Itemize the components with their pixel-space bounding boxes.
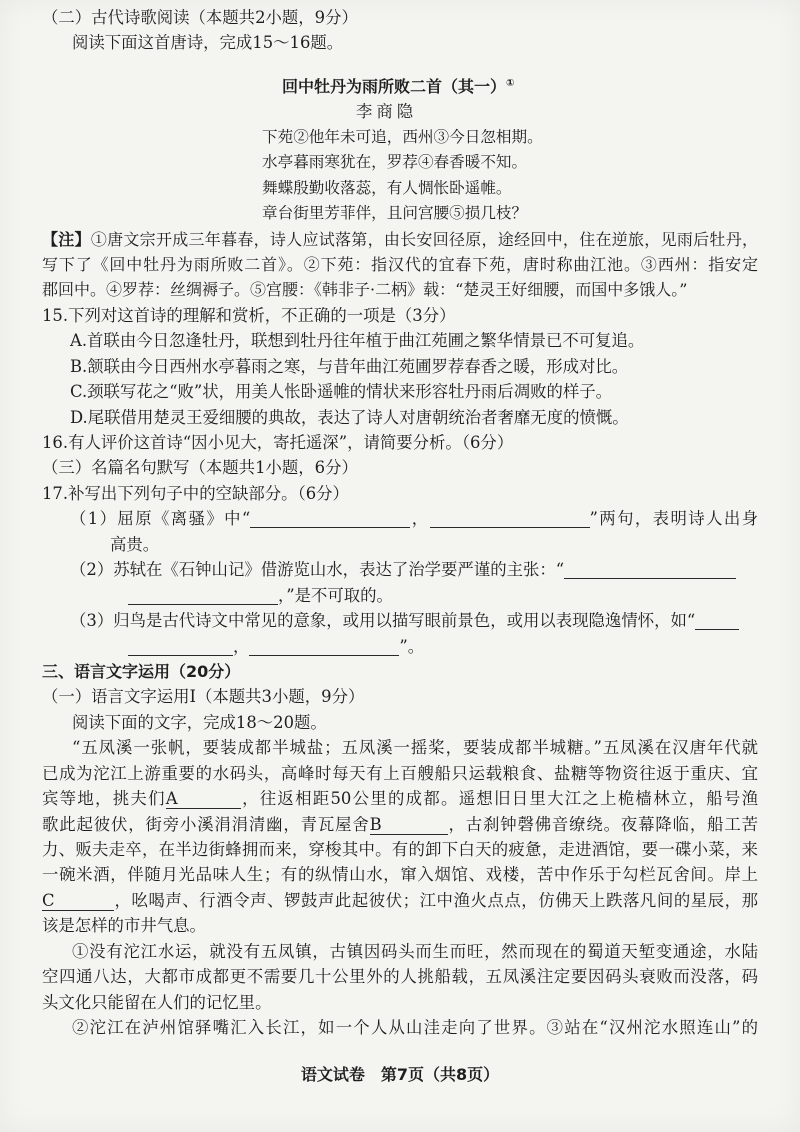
section-heading-poetry: （二）古代诗歌阅读（本题共2小题，9分） — [42, 8, 358, 27]
paragraph-1-line: ①没有沱江水运，就没有五凤镇，古镇因码头而生而旺，然而现在的蜀道天堑变通途，水陆 — [72, 941, 758, 961]
passage-line — [42, 812, 758, 837]
passage-line: “五凤溪一张帆，要装成都半城盐；五凤溪一摇桨，要装成都半城糖。”五凤溪在汉唐年代就 — [72, 738, 758, 758]
note-label: 【注】 — [42, 229, 91, 249]
question-15-option-c: C.颈联写花之“败”状，用美人怅卧遥帷的情状来形容牡丹雨后凋败的样子。 — [70, 382, 613, 402]
note-text: ①唐文宗开成三年暮春，诗人应试落第，由长安回径原，途经回中，住在逆旅，见雨后牡丹， — [90, 229, 758, 249]
question-17-item-1 — [42, 506, 758, 531]
item-suffix: ”。 — [399, 636, 425, 656]
poem-line: 水亭暮雨寒犹在，罗荐④春香暖不知。 — [262, 153, 528, 172]
passage-text: ，往返相距50公里的成都。遥想旧日里大江之上桅樯林立，船号渔 — [240, 789, 758, 809]
answer-blank — [249, 640, 399, 656]
passage-line — [42, 888, 758, 913]
question-17-item-1-continuation: 高贵。 — [110, 534, 160, 554]
poem-line: 舞蝶殷勤收落蕊，有人惆怅卧遥帷。 — [262, 178, 512, 197]
question-17-item-3 — [42, 608, 758, 633]
paragraph-2-line: ②沱江在泸州馆驿嘴汇入长江，如一个人从山洼走向了世界。③站在“汉州沱水照连山”的 — [72, 1018, 758, 1038]
note-line: 写下了《回中牡丹为雨所败二首》。②下苑：指汉代的宜春下苑，唐时称曲江池。③西州：指安定 — [42, 254, 758, 274]
passage-text: ，吆喝声、行酒令声、锣鼓声此起彼伏；江中渔火点点，仿佛天上跌落凡间的星辰，那 — [114, 890, 758, 910]
note-line: 郡回中。④罗荐：丝绸褥子。⑤宫腰：《韩非子·二柄》载：“楚灵王好细腰，而国中多饿人。” — [42, 280, 688, 300]
answer-blank — [564, 563, 736, 579]
question-17-stem: 17.补写出下列句子中的空缺部分。（6分） — [42, 483, 349, 503]
section-heading-dictation: （三）名篇名句默写（本题共1小题，6分） — [42, 458, 358, 478]
subsection-heading-language-1: （一）语言文字运用Ⅰ（本题共3小题，9分） — [42, 687, 365, 707]
paragraph-1-line: 头文化只能留在人们的记忆里。 — [42, 992, 272, 1012]
answer-blank — [128, 640, 233, 656]
question-15-option-b: B.颔联由今日西州水亭暮雨之寒，与昔年曲江苑圃罗荐春香之暖，形成对比。 — [70, 356, 629, 376]
item-prefix: （2）苏轼在《石钟山记》借游览山水，表达了治学要严谨的主张：“ — [70, 560, 565, 580]
passage-text: ，古刹钟磬佛音缭绕。夜幕降临，船工苦 — [447, 814, 758, 834]
question-17-item-2 — [42, 557, 758, 582]
poem-title-text: 回中牡丹为雨所败二首（其一） — [282, 76, 507, 96]
paragraph-1-line: 空四通八达，大都市成都更不需要几十公里外的人挑船载，五凤溪注定要因码头衰败而没落，码 — [42, 967, 758, 987]
passage-line: 力、贩夫走卒，在半边街蜂拥而来，穿梭其中。有的卸下白天的疲惫，走进酒馆，要一碟小菜，来 — [42, 840, 758, 859]
poem-line: 章台街里芳菲伴，且问宫腰⑤损几枝？ — [262, 204, 528, 223]
answer-blank — [128, 589, 278, 605]
passage-line: 该是怎样的市井气息。 — [42, 916, 206, 936]
item-suffix: ，”是不可取的。 — [278, 585, 393, 605]
passage-line — [42, 786, 758, 811]
item-prefix: （1）屈原《离骚》中“ — [70, 509, 251, 529]
question-16-stem: 16.有人评价这首诗“因小见大，寄托遥深”，请简要分析。（6分） — [42, 433, 514, 452]
blank-a: A — [166, 790, 241, 809]
item-separator: ， — [233, 636, 250, 656]
poem-title — [42, 74, 758, 99]
poem-author: 李商隐 — [356, 102, 418, 122]
poetry-instruction: 阅读下面这首唐诗，完成15～16题。 — [72, 33, 344, 53]
question-15-stem: 15.下列对这首诗的理解和赏析，不正确的一项是（3分） — [42, 305, 456, 325]
question-17-item-3-continuation — [42, 634, 758, 659]
item-suffix: ”两句，表明诗人出身 — [589, 509, 758, 529]
language-instruction: 阅读下面的文字，完成18～20题。 — [72, 712, 327, 732]
item-prefix: （3）归鸟是古代诗文中常见的意象，或用以描写眼前景色，或用以表现隐逸情怀，如“ — [70, 611, 696, 631]
passage-text: 宾等地，挑夫们 — [42, 789, 166, 809]
passage-text: 歌此起彼伏，街旁小溪涓涓清幽，青瓦屋舍 — [42, 814, 370, 834]
poem-line: 下苑②他年未可追，西州③今日忽相期。 — [262, 127, 543, 146]
passage-line: 一碗米酒，伴随月光品味人生；有的纵情山水，窜入烟馆、戏楼，苦中作乐于勾栏瓦舍间。岸上 — [42, 865, 758, 885]
item-separator: ， — [410, 509, 430, 529]
question-17-item-2-continuation — [42, 583, 758, 608]
blank-c: C — [42, 892, 114, 911]
answer-blank — [430, 512, 590, 528]
answer-blank — [250, 512, 410, 528]
note-line — [42, 227, 758, 252]
section-heading-language: 三、语言文字运用（20分） — [42, 661, 241, 681]
page-content — [42, 5, 758, 1041]
question-15-option-d: D.尾联借用楚灵王爱细腰的典故，表达了诗人对唐朝统治者奢靡无度的愤慨。 — [70, 407, 629, 427]
page-footer: 语文试卷 第7页（共8页） — [300, 1065, 500, 1084]
blank-b: B — [370, 816, 448, 835]
question-15-option-a: A.首联由今日忽逢牡丹，联想到牡丹往年植于曲江苑圃之繁华情景已不可复追。 — [70, 331, 645, 351]
answer-blank — [695, 614, 739, 630]
poem-title-note-mark: ① — [506, 77, 515, 89]
passage-line: 已成为沱江上游重要的水码头，高峰时每天有上百艘船只运载粮食、盐糖等物资往返于重庆、宜 — [42, 763, 758, 783]
